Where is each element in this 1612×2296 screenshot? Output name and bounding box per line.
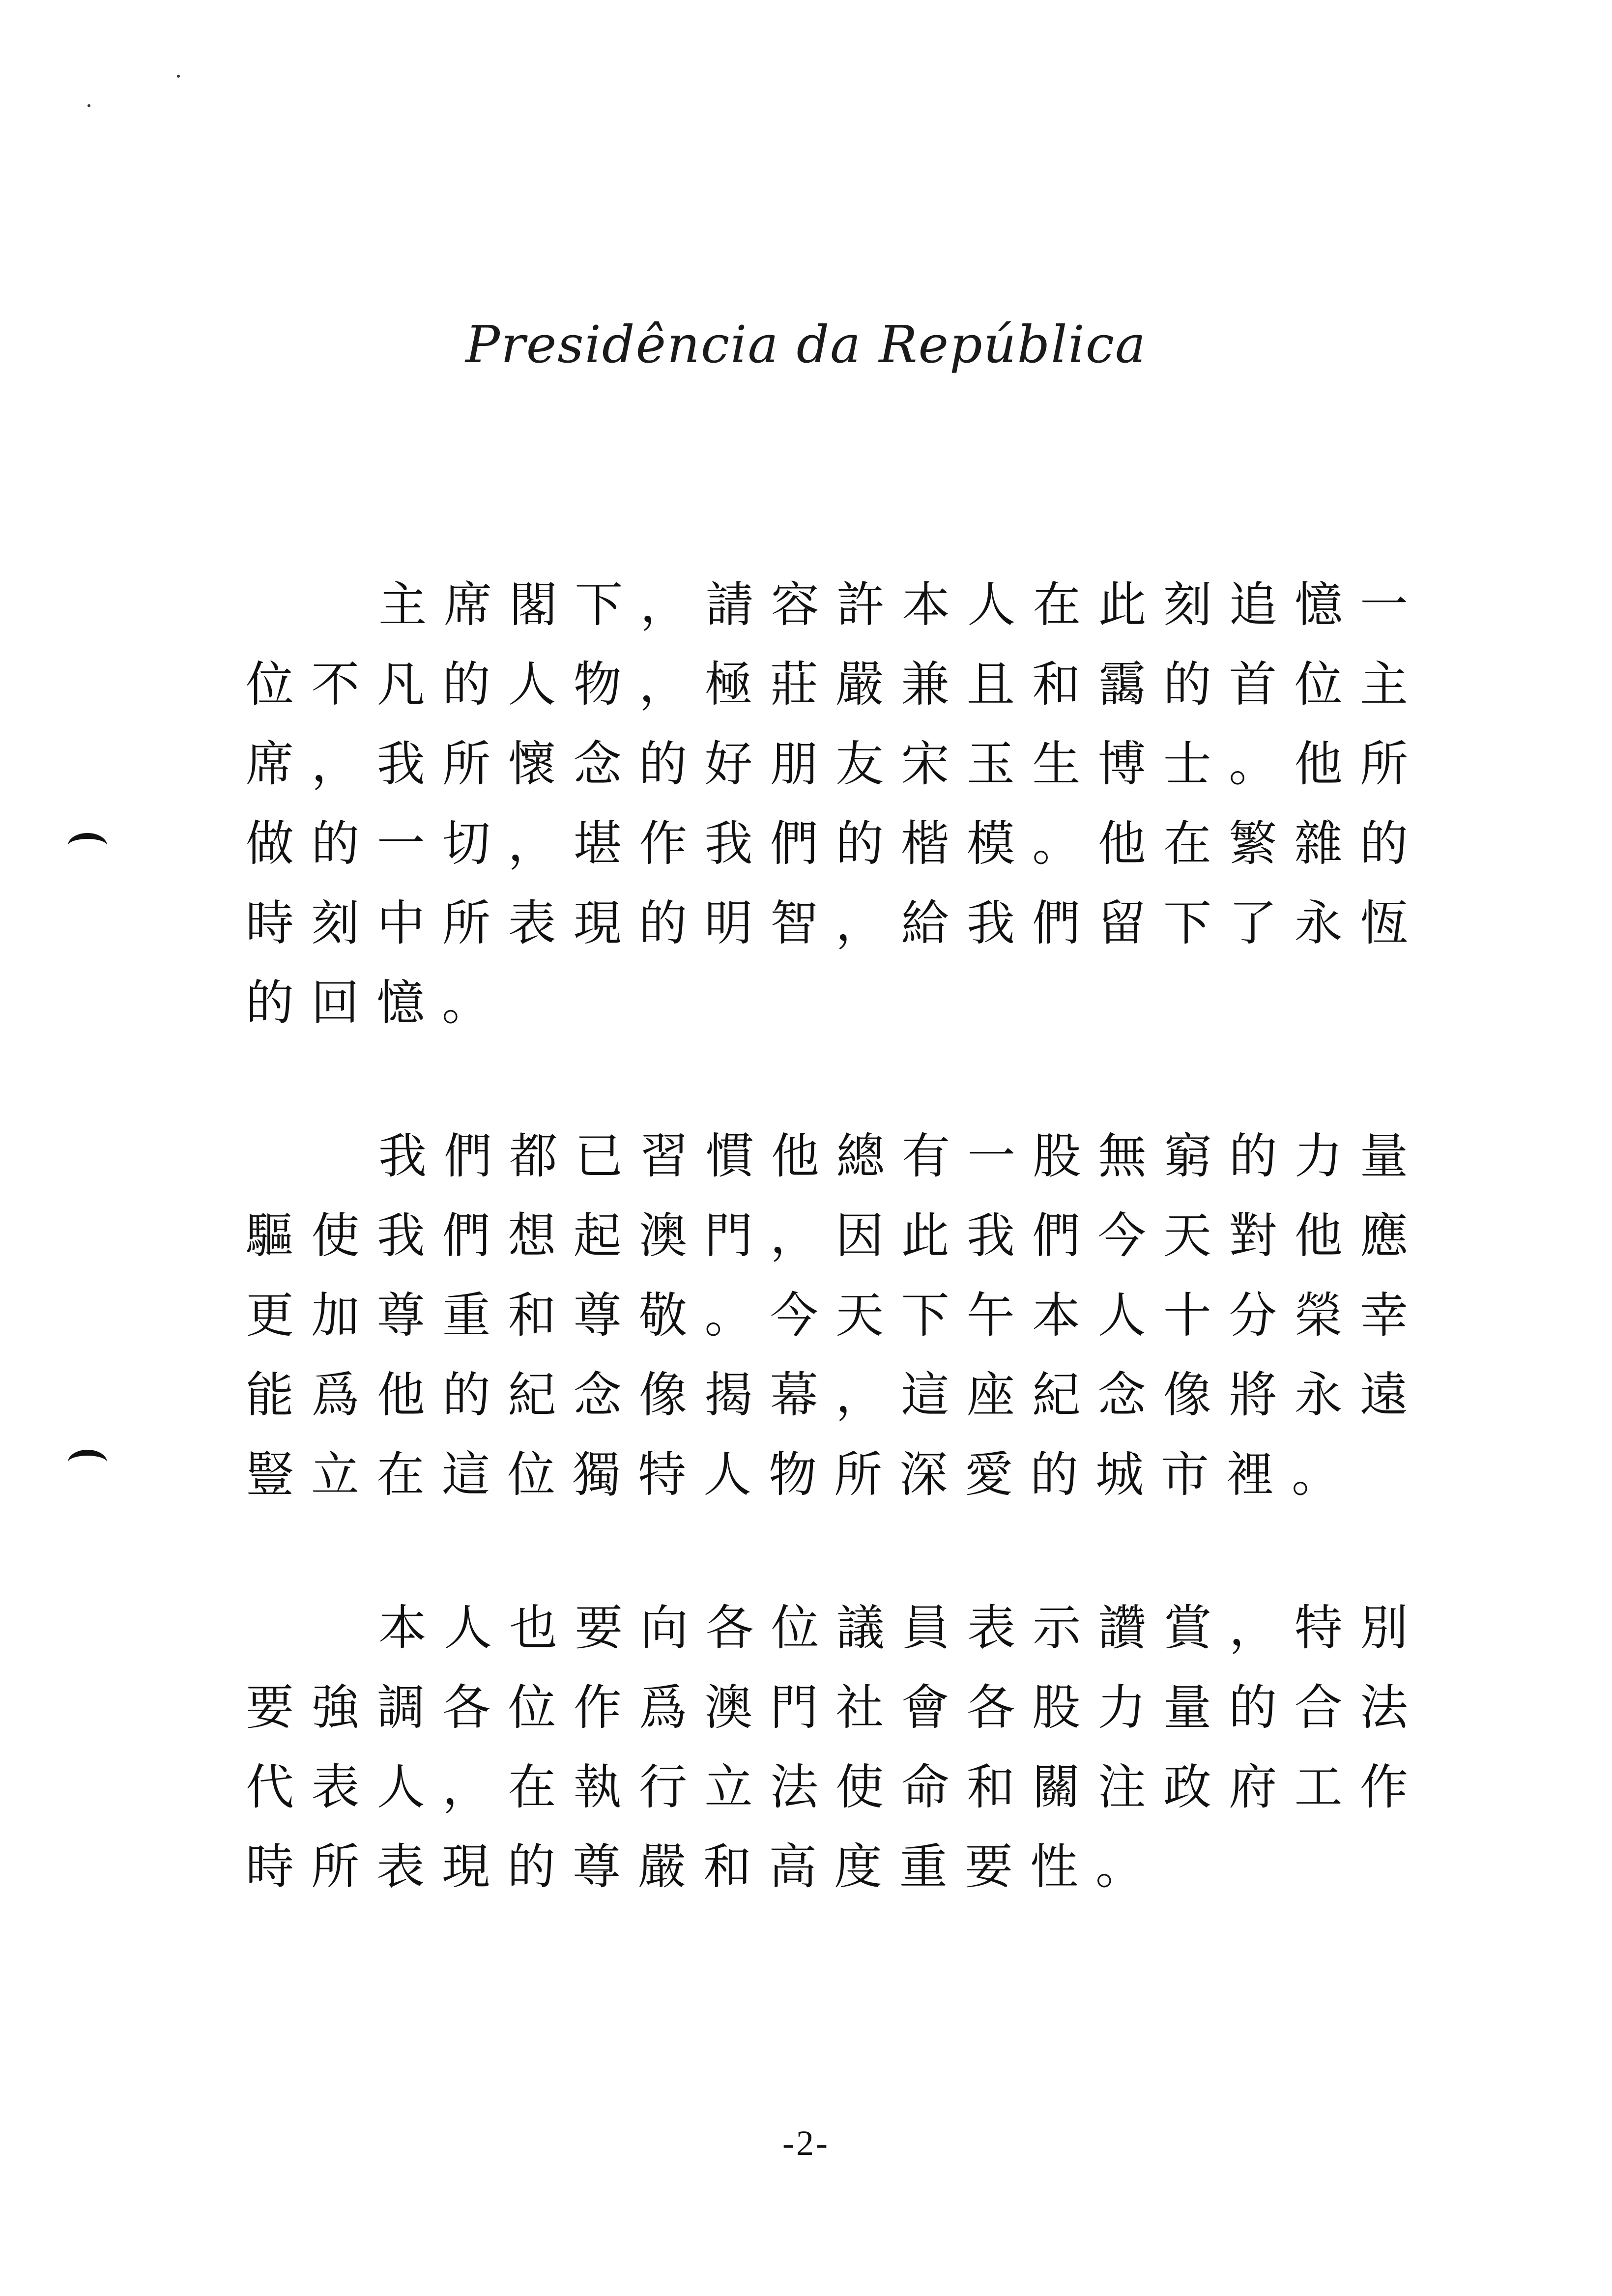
page-number: -2- <box>782 2124 830 2163</box>
paragraph-3: 本人也要向各位議員表示讚賞，特別要強調各位作爲澳門社會各股力量的合法代表人，在執行立法使命和關注政府工作時所表現的尊嚴和高度重要性。 <box>246 1600 1425 1895</box>
binding-mark <box>68 1450 107 1475</box>
letterhead-title: Presidência da República <box>465 315 1147 374</box>
paragraph-2: 我們都已習慣他總有一股無窮的力量驅使我們想起澳門，因此我們今天對他應更加尊重和尊敬。今天下午本人十分榮幸能爲他的紀念像揭幕，這座紀念像將永遠豎立在這位獨特人物所深愛的城市裡。 <box>246 1128 1425 1503</box>
binding-mark <box>68 833 107 859</box>
body-text <box>246 565 1425 1980</box>
scan-speck <box>87 104 90 107</box>
scan-speck <box>177 75 180 78</box>
paragraph-1: 主席閣下，請容許本人在此刻追憶一位不凡的人物，極莊嚴兼且和靄的首位主席，我所懷念的好朋友宋玉生博士。他所做的一切，堪作我們的楷模。他在繁雜的時刻中所表現的明智，給我們留下了永恆的回憶。 <box>246 577 1425 1031</box>
